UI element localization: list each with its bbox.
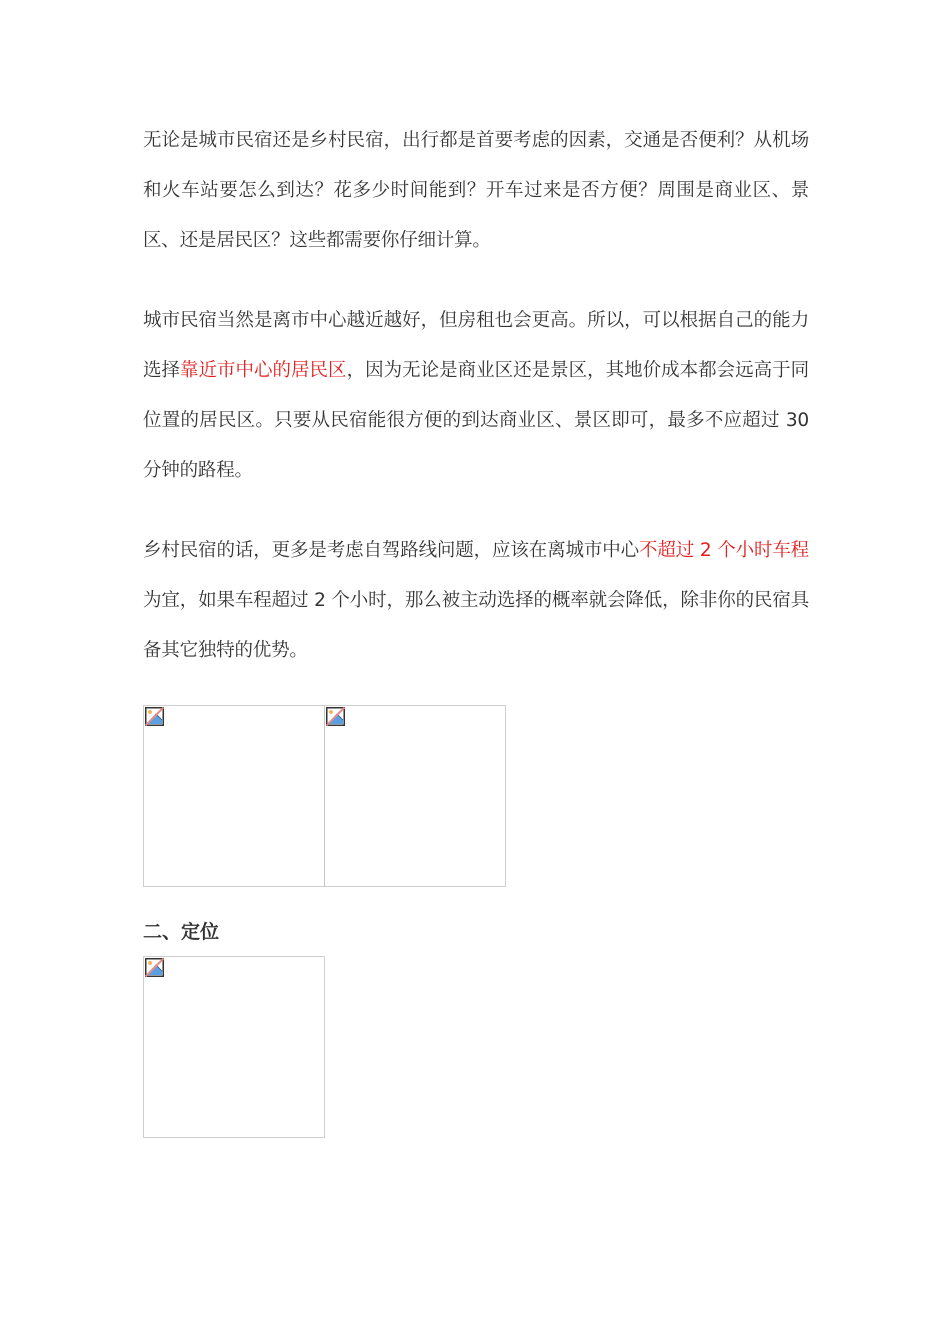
image-placeholder xyxy=(143,705,325,887)
image-row xyxy=(143,956,809,1138)
broken-image-icon xyxy=(326,707,345,726)
highlight-text: 不超过 2 个小时车程 xyxy=(639,540,809,561)
paragraph-city-homestay xyxy=(143,296,809,496)
image-placeholder xyxy=(143,956,325,1138)
image-placeholder xyxy=(324,705,506,887)
document-body xyxy=(143,116,809,1138)
paragraph-text: ，因为无论是商业区还是景区，其地价成本都会远高于同位置的居民区。只要从民宿能很方便的到达商业区、景区即可，最多不应超过 30 分钟的路程。 xyxy=(143,360,809,481)
broken-image-icon xyxy=(145,707,164,726)
image-row xyxy=(143,705,809,887)
broken-image-icon xyxy=(145,958,164,977)
paragraph-transport xyxy=(143,116,809,266)
section-heading: 二、定位 xyxy=(143,921,220,943)
highlight-text: 靠近市中心的居民区 xyxy=(180,360,347,381)
paragraph-text: 为宜，如果车程超过 2 个小时，那么被主动选择的概率就会降低，除非你的民宿具备其它独特的优势。 xyxy=(143,590,809,661)
paragraph-text: 无论是城市民宿还是乡村民宿，出行都是首要考虑的因素，交通是否便利？从机场和火车站要怎么到达？花多少时间能到？开车过来是否方便？周围是商业区、景区、还是居民区？这些都需要你仔细计算。 xyxy=(143,130,809,251)
paragraph-rural-homestay xyxy=(143,526,809,676)
paragraph-text: 乡村民宿的话，更多是考虑自驾路线问题，应该在离城市中心 xyxy=(143,540,640,561)
paragraph-text: 城市民宿当然是离市中心越近越好，但房租也会更高。所以，可以根据自己的能力选择 xyxy=(143,310,809,381)
